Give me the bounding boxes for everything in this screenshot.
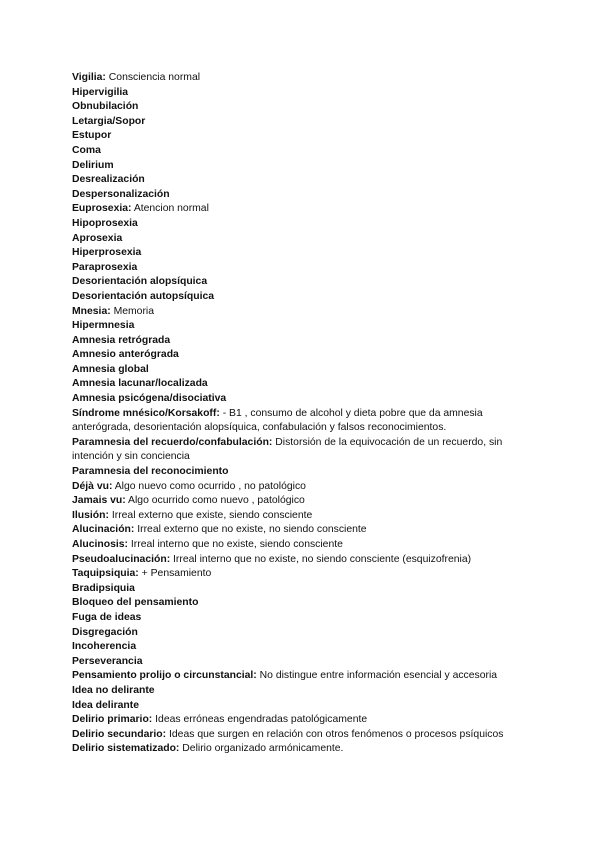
glossary-entry xyxy=(72,538,532,553)
entry-term: Pensamiento prolijo o circunstancial: xyxy=(72,670,257,682)
entry-definition: Consciencia normal xyxy=(108,72,201,83)
glossary-entry xyxy=(72,348,532,363)
entry-term: Desrealización xyxy=(72,174,145,186)
glossary-entry xyxy=(72,465,532,480)
entry-term: Delirio sistematizado: xyxy=(72,743,180,755)
entry-term: Déjà vu: xyxy=(72,480,113,492)
entry-term: Bradipsiquia xyxy=(72,582,135,594)
glossary-entry xyxy=(72,129,532,144)
entry-term: Bloqueo del pensamiento xyxy=(72,597,199,609)
entry-term: Desorientación autopsíquica xyxy=(72,290,215,302)
glossary-entry xyxy=(72,728,532,743)
entry-term: Incoherencia xyxy=(72,641,137,653)
entry-term: Hipermnesia xyxy=(72,320,135,332)
entry-term: Fuga de ideas xyxy=(72,611,142,623)
entry-term: Obnubilación xyxy=(72,101,139,113)
entry-term: Despersonalización xyxy=(72,188,170,200)
entry-term: Paraprosexia xyxy=(72,261,138,273)
glossary-entry xyxy=(72,567,532,582)
entry-term: Amnesia global xyxy=(72,363,149,375)
glossary-entry xyxy=(72,480,532,495)
entry-definition: Distorsión de la equivocación de un recuerdo, sin intención y sin conciencia xyxy=(72,436,503,463)
entry-term: Pseudoalucinación: xyxy=(72,553,171,565)
glossary-entry xyxy=(72,202,532,217)
entry-term: Idea delirante xyxy=(72,699,139,711)
glossary-entry xyxy=(72,275,532,290)
entry-definition: + Pensamiento xyxy=(141,568,212,580)
entry-term: Alucinación: xyxy=(72,524,135,536)
glossary-entry xyxy=(72,509,532,524)
entry-term: Amnesio anterógrada xyxy=(72,349,179,361)
glossary-entry xyxy=(72,699,532,714)
glossary-entry xyxy=(72,115,532,130)
glossary-entry xyxy=(72,71,532,86)
entry-term: Delirium xyxy=(72,159,114,171)
entry-term: Síndrome mnésico/Korsakoff: xyxy=(72,407,220,419)
entry-definition: No distingue entre información esencial y accesoria xyxy=(259,670,498,682)
entry-definition: Irreal externo que existe, siendo consciente xyxy=(111,509,313,521)
glossary-entry xyxy=(72,290,532,305)
glossary-entry xyxy=(72,188,532,203)
entry-term: Ilusión: xyxy=(72,509,109,521)
glossary-entry xyxy=(72,144,532,159)
entry-term: Letargia/Sopor xyxy=(72,115,146,127)
glossary-entry xyxy=(72,173,532,188)
entry-term: Taquipsiquia: xyxy=(72,568,139,580)
glossary-entry xyxy=(72,305,532,320)
glossary-entry xyxy=(72,596,532,611)
entry-term: Hipervigilia xyxy=(72,86,129,98)
glossary-entry xyxy=(72,669,532,684)
glossary-entry xyxy=(72,742,532,757)
glossary-entry xyxy=(72,494,532,509)
entry-definition: Delirio organizado armónicamente. xyxy=(182,743,344,755)
glossary-entry xyxy=(72,713,532,728)
glossary-entry xyxy=(72,407,532,436)
entry-term: Hipoprosexia xyxy=(72,217,138,229)
entry-term: Paramnesia del reconocimiento xyxy=(72,466,229,478)
entry-term: Delirio secundario: xyxy=(72,728,167,740)
entry-definition: Ideas que surgen en relación con otros fenómenos o procesos psíquicos xyxy=(169,728,504,740)
entry-term: Perseverancia xyxy=(72,655,143,667)
glossary-entry xyxy=(72,86,532,101)
glossary-entry xyxy=(72,436,532,465)
glossary-entry xyxy=(72,261,532,276)
glossary-entry xyxy=(72,640,532,655)
entry-term: Desorientación alopsíquica xyxy=(72,276,208,288)
entry-term: Paramnesia del recuerdo/confabulación: xyxy=(72,436,273,448)
glossary-entry xyxy=(72,684,532,699)
entry-term: Coma xyxy=(72,144,101,156)
entry-definition: Memoria xyxy=(113,305,154,317)
glossary-entry xyxy=(72,582,532,597)
entry-definition: - B1 , consumo de alcohol y dieta pobre que da amnesia anterógrada, desorientación alopsíquica, confabulación y falsos reconocimientos. xyxy=(72,407,483,434)
glossary-entry xyxy=(72,217,532,232)
glossary-entry xyxy=(72,100,532,115)
glossary-entry xyxy=(72,553,532,568)
entry-term: Alucinosis: xyxy=(72,539,129,550)
entry-term: Hiperprosexia xyxy=(72,247,142,259)
entry-term: Mnesia: xyxy=(72,305,111,317)
document-page xyxy=(72,71,532,757)
glossary-entry xyxy=(72,523,532,538)
glossary-entry xyxy=(72,392,532,407)
entry-term: Delirio primario: xyxy=(72,714,153,726)
entry-term: Disgregación xyxy=(72,626,138,638)
entry-term: Amnesia lacunar/localizada xyxy=(72,378,208,390)
entry-term: Vigilia: xyxy=(72,72,106,83)
entry-term: Estupor xyxy=(72,130,112,142)
glossary-entry xyxy=(72,363,532,378)
glossary-entry xyxy=(72,655,532,670)
glossary-entry xyxy=(72,159,532,174)
entry-definition: Irreal interno que no existe, no siendo consciente (esquizofrenia) xyxy=(173,553,472,565)
entry-term: Idea no delirante xyxy=(72,684,155,696)
entry-term: Aprosexia xyxy=(72,232,123,244)
glossary-entry xyxy=(72,626,532,641)
entry-definition: Irreal interno que no existe, siendo consciente xyxy=(130,539,343,550)
entry-definition: Atencion normal xyxy=(133,203,209,215)
entry-definition: Irreal externo que no existe, no siendo consciente xyxy=(137,524,367,536)
entry-term: Amnesia retrógrada xyxy=(72,334,171,346)
entry-definition: Algo ocurrido como nuevo , patológico xyxy=(128,495,305,507)
entry-definition: Ideas erróneas engendradas patológicamente xyxy=(155,714,368,726)
glossary-entry xyxy=(72,319,532,334)
glossary-entry xyxy=(72,232,532,247)
entry-term: Amnesia psicógena/disociativa xyxy=(72,393,227,405)
glossary-entry xyxy=(72,246,532,261)
entry-term: Jamais vu: xyxy=(72,495,126,507)
entry-definition: Algo nuevo como ocurrido , no patológico xyxy=(114,480,306,492)
glossary-entry xyxy=(72,377,532,392)
glossary-entry xyxy=(72,334,532,349)
entry-term: Euprosexia: xyxy=(72,203,132,215)
glossary-entry xyxy=(72,611,532,626)
